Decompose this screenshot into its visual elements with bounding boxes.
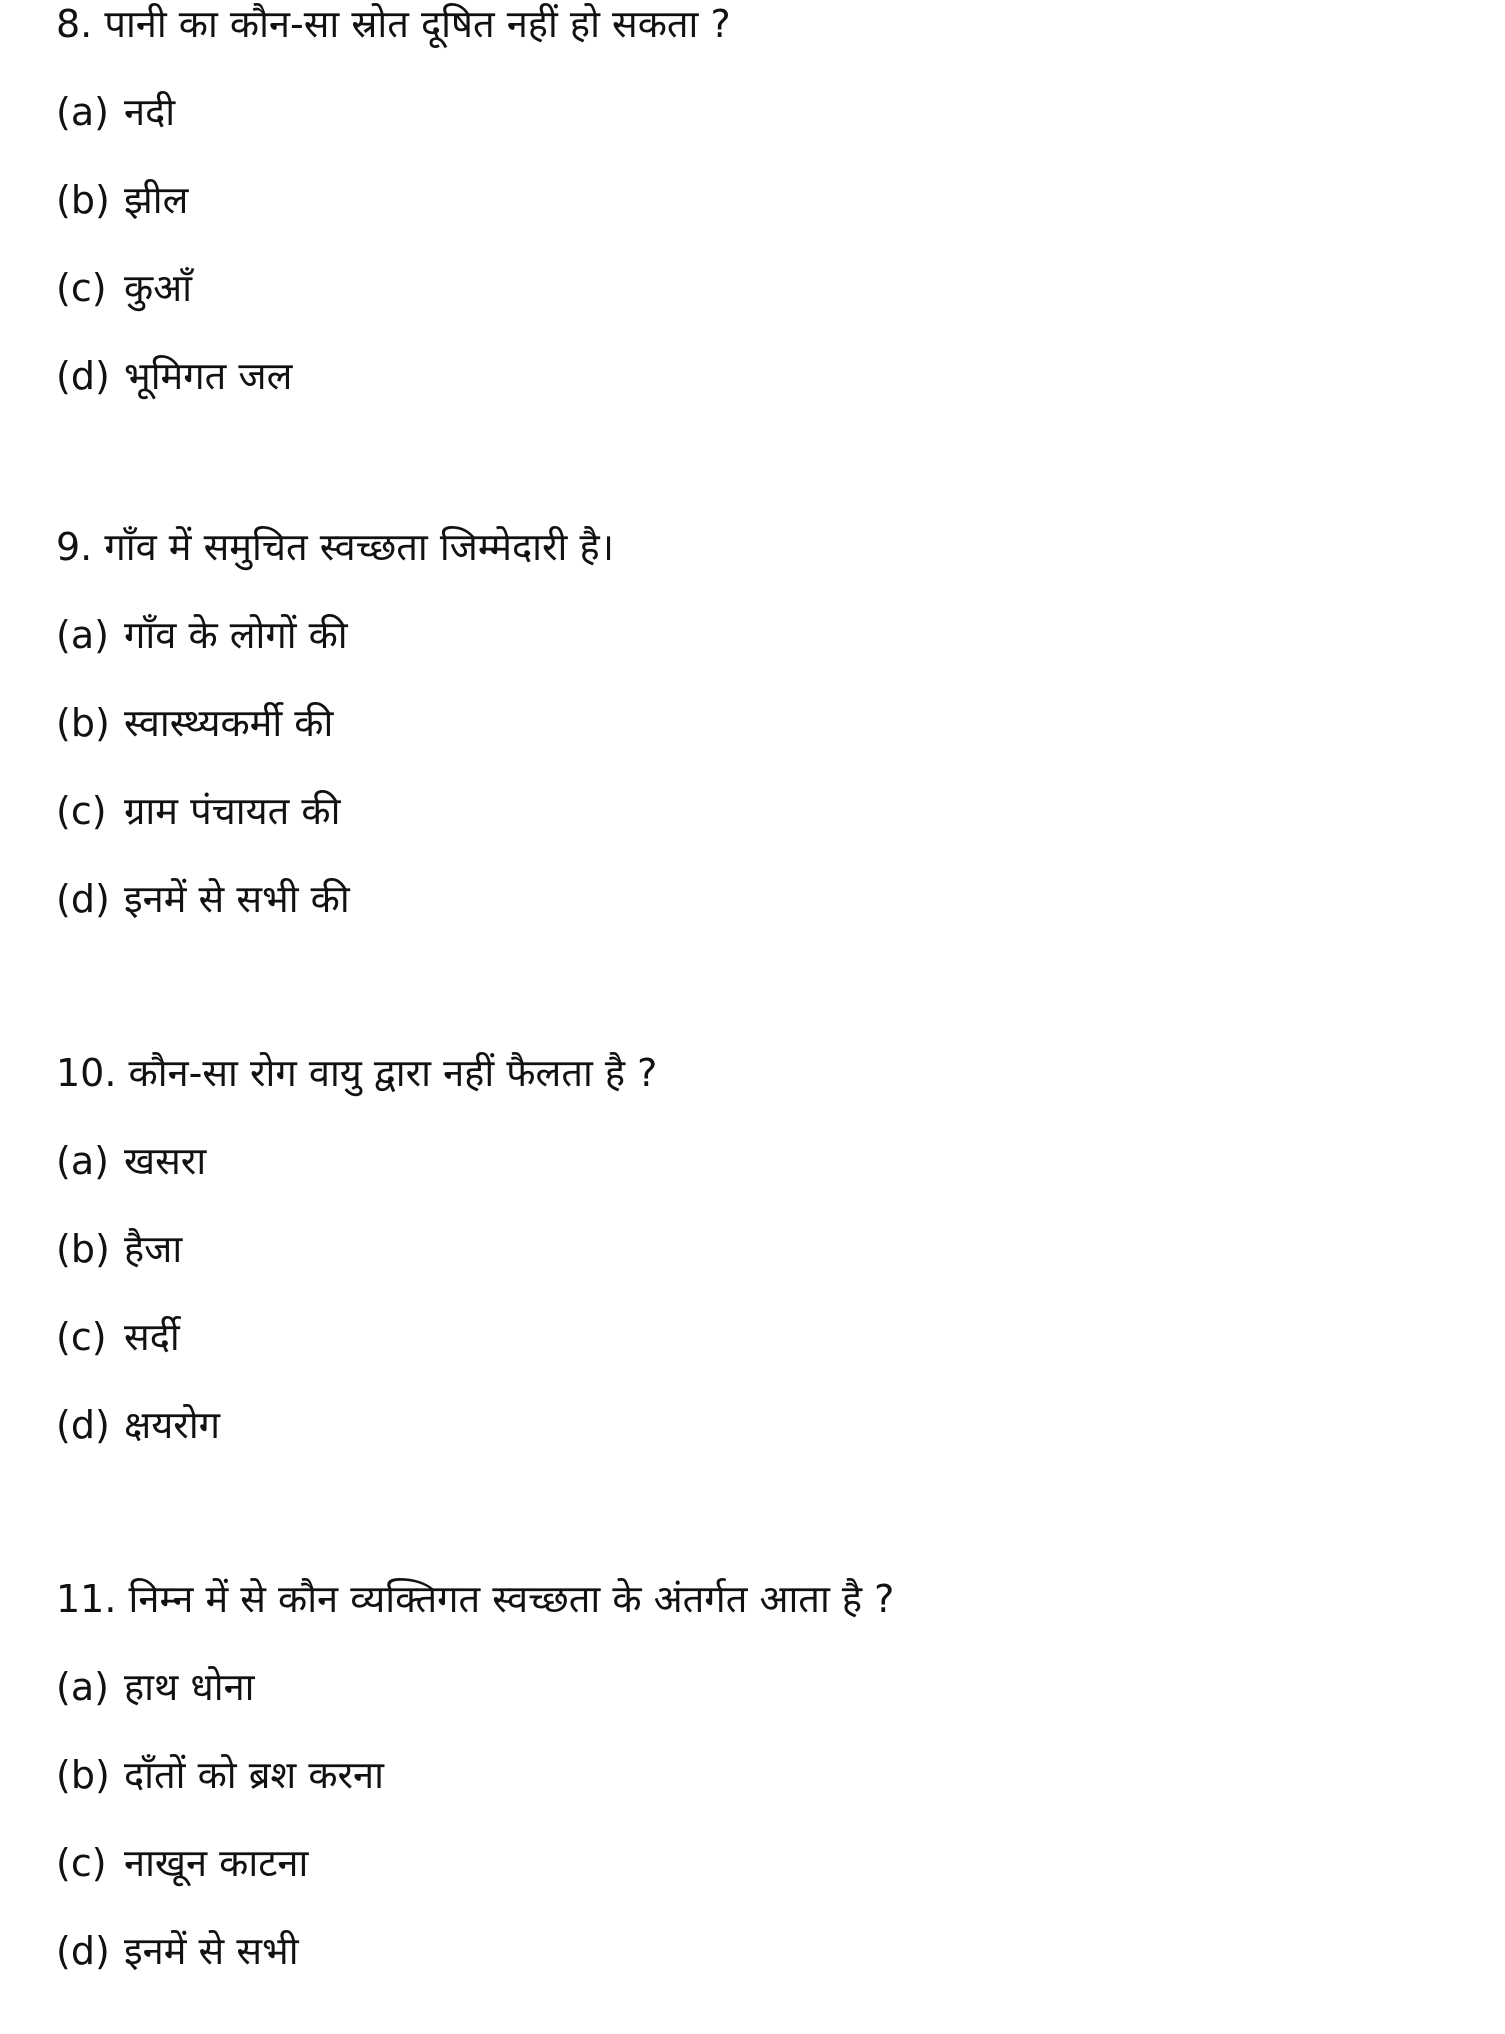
question-text: [56, 2, 1456, 46]
question-number: 11.: [56, 1577, 117, 1621]
option-letter: (a): [56, 1139, 109, 1183]
question-body: निम्न में से कौन व्यक्तिगत स्वच्छता के अंतर्गत आता है ?: [128, 1577, 895, 1621]
option-text: नदी: [124, 90, 176, 134]
option-text: झील: [124, 178, 189, 222]
option-letter: (b): [56, 178, 110, 222]
option-text: इनमें से सभी की: [124, 877, 350, 921]
option-text: स्वास्थ्यकर्मी की: [124, 701, 334, 745]
option-d: [56, 1403, 1456, 1447]
option-letter: (c): [56, 789, 107, 833]
option-text: हाथ धोना: [124, 1665, 255, 1709]
option-text: हैजा: [124, 1227, 183, 1271]
question-number: 9.: [56, 525, 93, 569]
option-letter: (d): [56, 354, 110, 398]
option-b: [56, 178, 1456, 222]
option-letter: (d): [56, 1403, 110, 1447]
question-8: [56, 2, 1456, 398]
option-letter: (c): [56, 1841, 107, 1885]
option-text: सर्दी: [124, 1315, 180, 1359]
question-text: [56, 1051, 1456, 1095]
option-c: [56, 266, 1456, 310]
question-body: कौन-सा रोग वायु द्वारा नहीं फैलता है ?: [128, 1051, 658, 1095]
option-d: [56, 1929, 1456, 1973]
option-letter: (b): [56, 701, 110, 745]
option-letter: (a): [56, 1665, 109, 1709]
option-b: [56, 1753, 1456, 1797]
option-letter: (c): [56, 266, 107, 310]
option-a: [56, 1665, 1456, 1709]
question-body: पानी का कौन-सा स्रोत दूषित नहीं हो सकता ?: [104, 2, 731, 46]
option-text: नाखून काटना: [124, 1841, 309, 1885]
option-text: भूमिगत जल: [124, 354, 293, 398]
option-d: [56, 877, 1456, 921]
option-letter: (b): [56, 1753, 110, 1797]
option-text: ग्राम पंचायत की: [124, 789, 341, 833]
question-text: [56, 525, 1456, 569]
option-c: [56, 789, 1456, 833]
option-c: [56, 1841, 1456, 1885]
option-text: क्षयरोग: [124, 1403, 221, 1447]
option-letter: (b): [56, 1227, 110, 1271]
option-letter: (a): [56, 90, 109, 134]
option-c: [56, 1315, 1456, 1359]
question-number: 8.: [56, 2, 93, 46]
question-number: 10.: [56, 1051, 117, 1095]
option-a: [56, 613, 1456, 657]
option-b: [56, 701, 1456, 745]
option-a: [56, 1139, 1456, 1183]
question-11: [56, 1577, 1456, 1973]
question-text: [56, 1577, 1456, 1621]
option-letter: (d): [56, 877, 110, 921]
option-text: गाँव के लोगों की: [124, 613, 348, 657]
option-text: इनमें से सभी: [124, 1929, 299, 1973]
option-text: कुआँ: [124, 266, 193, 310]
option-letter: (a): [56, 613, 109, 657]
option-letter: (d): [56, 1929, 110, 1973]
option-text: खसरा: [124, 1139, 207, 1183]
question-body: गाँव में समुचित स्वच्छता जिम्मेदारी है।: [104, 525, 615, 569]
question-10: [56, 1051, 1456, 1447]
question-9: [56, 525, 1456, 921]
option-letter: (c): [56, 1315, 107, 1359]
option-a: [56, 90, 1456, 134]
option-d: [56, 354, 1456, 398]
option-b: [56, 1227, 1456, 1271]
option-text: दाँतों को ब्रश करना: [124, 1753, 384, 1797]
